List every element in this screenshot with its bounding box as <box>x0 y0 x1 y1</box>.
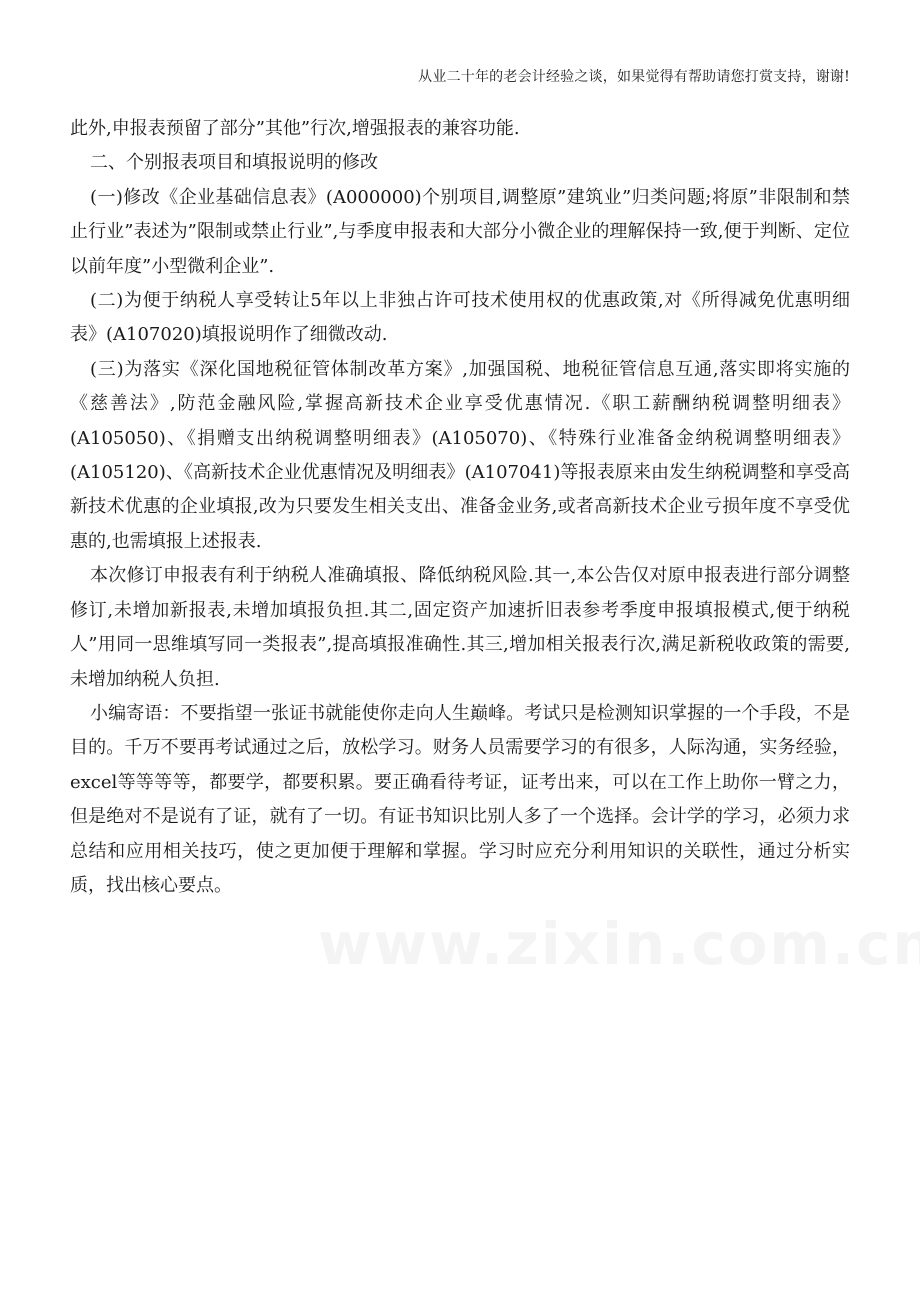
watermark <box>318 910 920 978</box>
document-body <box>70 112 850 903</box>
paragraph-item-two: (二)为便于纳税人享受转让5年以上非独占许可技术使用权的优惠政策,对《所得减免优惠明细表》(A107020)填报说明作了细微改动. <box>70 290 850 346</box>
paragraph-item-three: (三)为落实《深化国地税征管体制改革方案》,加强国税、地税征管信息互通,落实即将实施的《慈善法》,防范金融风险,掌握高新技术企业享受优惠情况.《职工薪酬纳税调整明细表》(A105050)、《捐赠支出纳税调整明细表》(A105070)、《特殊行业准备金纳税调整明细表》(A105120)、《高新技术企业优惠情况及明细表》(A107041)等报表原来由发生纳税调整和享受高新技术优惠的企业填报,改为只要发生相关支出、准备金业务,或者高新技术企业亏损年度不享受优惠的,也需填报上述报表. <box>70 358 850 552</box>
paragraph-editor-note: 小编寄语：不要指望一张证书就能使你走向人生巅峰。考试只是检测知识掌握的一个手段，不是目的。千万不要再考试通过之后，放松学习。财务人员需要学习的有很多，人际沟通，实务经验，excel等等等等，都要学，都要积累。要正确看待考证，证考出来，可以在工作上助你一臂之力，但是绝对不是说有了证，就有了一切。有证书知识比别人多了一个选择。会计学的学习，必须力求总结和应用相关技巧，使之更加便于理解和掌握。学习时应充分利用知识的关联性，通过分析实质，找出核心要点。 <box>70 702 850 896</box>
page-header-note: 从业二十年的老会计经验之谈，如果觉得有帮助请您打赏支持，谢谢! <box>418 69 850 85</box>
paragraph-other-rows: 此外,申报表预留了部分”其他”行次,增强报表的兼容功能. <box>70 118 520 139</box>
section-heading-two: 二、个别报表项目和填报说明的修改 <box>90 152 378 174</box>
paragraph-item-one: (一)修改《企业基础信息表》(A000000)个别项目,调整原”建筑业”归类问题;将原”非限制和禁止行业”表述为”限制或禁止行业”,与季度申报表和大部分小微企业的理解保持一致,便于判断、定位以前年度”小型微利企业”. <box>70 186 850 277</box>
paragraph-revision-benefits: 本次修订申报表有利于纳税人准确填报、降低纳税风险.其一,本公告仅对原申报表进行部分调整修订,未增加新报表,未增加填报负担.其二,固定资产加速折旧表参考季度申报填报模式,便于纳税人”用同一思维填写同一类报表”,提高填报准确性.其三,增加相关报表行次,满足新税收政策的需要,未增加纳税人负担. <box>70 565 850 690</box>
